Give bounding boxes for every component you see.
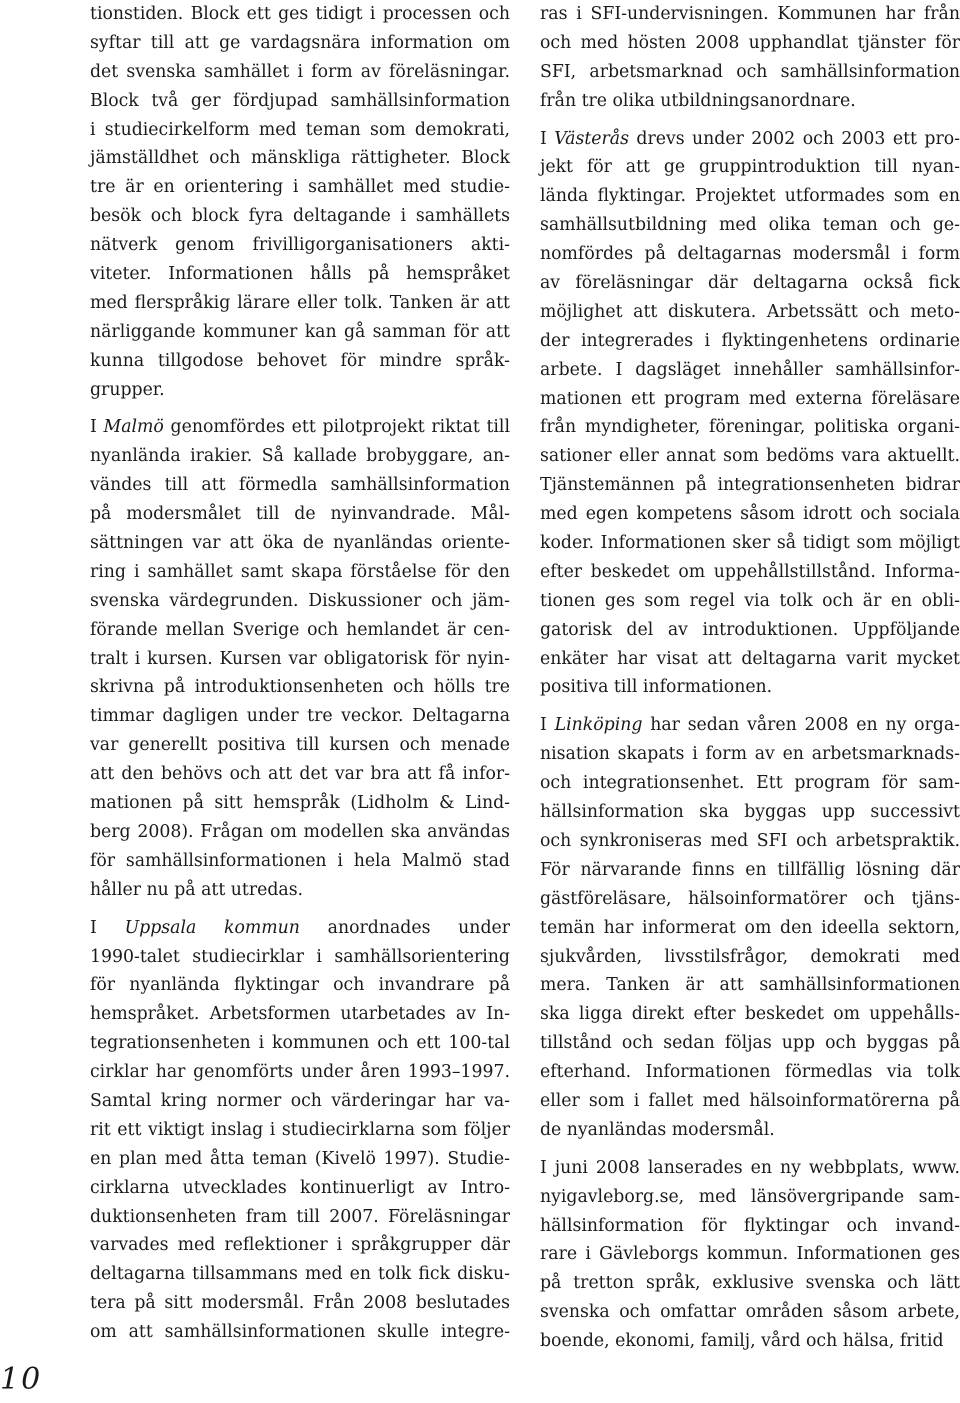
text-line: boende, ekonomi, familj, vård och hälsa, fritid [540,1331,944,1352]
text-line: tionstiden. Block ett ges tidigt i processen och [90,4,510,24]
text-line: Samtal kring normer och värderingar har va- [90,1090,510,1111]
text-line: om att samhällsinformationen skulle integre- [90,1322,510,1343]
text-line: lända flyktingar. Projektet utformades som en [540,186,960,207]
text-line: syftar till att ge vardagsnära information om [90,32,510,53]
text-line: I juni 2008 lanserades en ny webbplats, www. [540,1157,960,1178]
text-line: svenska och omfattar områden såsom arbete, [540,1302,960,1323]
text-line: en plan med åtta teman (Kivelö 1997). Studie- [90,1148,510,1169]
place-name: Västerås [554,128,629,149]
text-line: Tjänstemännen på integrationsenheten bidrar [540,475,960,496]
text-line: tre är en orientering i samhället med studie- [90,177,510,198]
paragraph-gap [540,702,960,711]
text-line: jämställdhet och mänskliga rättigheter. Block [90,148,510,169]
text-line: skrivna på introduktionsenheten och hölls tre [90,677,510,698]
text-line: de nyanländas modersmål. [540,1119,775,1140]
text-line: kunna tillgodose behovet för mindre språk- [90,350,510,371]
place-name: Malmö [103,417,164,438]
text-line: möjlighet att diskutera. Arbetssätt och meto- [540,301,960,322]
text-line: rare i Gävleborgs kommun. Informationen ges [540,1244,960,1265]
text-line: efterhand. Informationen förmedlas via tolk [540,1062,960,1083]
text-line: SFI, arbetsmarknad och samhällsinformation [540,61,960,82]
paragraph [90,914,510,1347]
paragraph [540,711,960,1144]
text-line: att den behövs och att det var bra att få infor- [90,764,510,785]
text-line: besök och block fyra deltagande i samhällets [90,206,510,227]
text-line: eller som i fallet med hälsoinformatörerna på [540,1090,960,1111]
text-line: ska ligga direkt efter beskedet om uppehålls- [540,1004,960,1025]
text-line: berg 2008). Frågan om modellen ska användas [90,821,510,842]
text-line: I Linköping har sedan våren 2008 en ny orga- [540,715,960,736]
text-line: cirklarna utvecklades kontinuerligt av Intro- [90,1177,510,1198]
text-line: gatorisk del av introduktionen. Uppföljande [540,619,960,640]
text-line: och integrationsenhet. Ett program för sam- [540,773,960,794]
paragraph [90,0,510,404]
text-line: arbete. I dagsläget innehåller samhällsinfor- [540,359,960,380]
text-line: I Västerås drevs under 2002 och 2003 ett pro- [540,128,960,149]
text-line: i studiecirkelform med teman som demokrati, [90,119,510,140]
text-line: av föreläsningar där deltagarna också fick [540,273,960,294]
text-line: der integrerades i flyktingenhetens ordinarie [540,330,960,351]
text-line: enkäter har visat att deltagarna varit mycket [540,648,960,669]
page-number: 10 [0,1362,43,1397]
text-line: cirklar har genomförts under åren 1993–1997. [90,1062,510,1083]
paragraph [540,0,960,116]
text-line: ring i samhället samt skapa förståelse för den [90,561,510,582]
text-line: efter beskedet om uppehållstillstånd. Informa- [540,561,960,582]
text-line: tralt i kursen. Kursen var obligatorisk för nyin- [90,648,510,669]
text-line: deltagarna tillsammans med en tolk fick disku- [90,1264,510,1285]
text-line: från myndigheter, föreningar, politiska organi- [540,417,960,438]
text-line: och synkroniseras med SFI och arbetspraktik. [540,830,960,851]
paragraph [90,413,510,904]
text-line: timmar dagligen under tre veckor. Deltagarna [90,706,510,727]
text-line: mera. Tanken är att samhällsinformationen [540,975,960,996]
text-line: det svenska samhället i form av föreläsningar. [90,61,510,82]
paragraph [540,125,960,703]
paragraph-gap [540,1145,960,1154]
paragraph-gap [90,404,510,413]
text-line: för nyanlända flyktingar och invandrare på [90,975,510,996]
text-line: tegrationsenheten i kommunen och ett 100-tal [90,1033,510,1054]
text-line: var generellt positiva till kursen och menade [90,735,510,756]
text-line: från tre olika utbildningsanordnare. [540,90,856,111]
text-line: För närvarande finns en tillfällig lösning där [540,859,960,880]
text-line: Block två ger fördjupad samhällsinformation [90,90,510,111]
text-line: på modersmålet till de nyinvandrade. Mål- [90,504,510,525]
text-line: samhällsutbildning med olika teman och ge- [540,215,960,236]
text-line: med egen kompetens såsom idrott och sociala [540,504,960,525]
text-line: hällsinformation ska byggas upp successivt [540,802,960,823]
text-line: på tretton språk, exklusive svenska och lätt [540,1273,960,1294]
text-line: förande mellan Sverige och hemlandet är cen- [90,619,510,640]
text-line: och med hösten 2008 upphandlat tjänster för [540,32,960,53]
text-line: jekt för att ge gruppintroduktion till nyan- [540,157,960,178]
text-line: närliggande kommuner kan gå samman för att [90,321,510,342]
text-line: mationen ett program med externa föreläsare [540,388,960,409]
text-line: sationer eller annat som bedöms vara aktuellt. [540,446,960,467]
text-line: 1990-talet studiecirklar i samhällsorientering [90,946,510,967]
left-text-column [90,0,510,1347]
text-line: hemspråket. Arbetsformen utarbetades av In- [90,1004,510,1025]
text-line: duktionsenheten fram till 2007. Föreläsningar [90,1206,510,1227]
text-line: gästföreläsare, hälsoinformatörer och tjäns- [540,888,960,909]
text-line: sjukvården, livsstilsfrågor, demokrati med [540,946,960,967]
text-line: rit ett viktigt inslag i studiecirklarna som följer [90,1119,510,1140]
text-line: I Uppsala kommun anordnades under [90,917,510,938]
text-line: nyanlända irakier. Så kallade brobyggare, an- [90,446,510,467]
paragraph-gap [540,116,960,125]
text-line: tillstånd och sedan följas upp och byggas på [540,1033,960,1054]
text-line: mationen på sitt hemspråk (Lidholm & Lind- [90,793,510,814]
paragraph-gap [90,905,510,914]
text-line: sättningen var att öka de nyanländas oriente- [90,533,510,554]
text-line: med flerspråkig lärare eller tolk. Tanken är att [90,292,510,313]
text-line: hällsinformation för flyktingar och invand- [540,1215,960,1236]
text-line: nätverk genom frivilligorganisationers akti- [90,235,510,256]
text-line: tera på sitt modersmål. Från 2008 beslutades [90,1293,510,1314]
text-line: vändes till att förmedla samhällsinformation [90,475,510,496]
text-line: nyigavleborg.se, med länsövergripande sam- [540,1186,960,1207]
text-line: tionen ges som regel via tolk och är en obli- [540,590,960,611]
paragraph [540,1154,960,1356]
text-line: nisation skapats i form av en arbetsmarknads- [540,744,960,765]
text-line: positiva till informationen. [540,677,773,698]
text-line: ras i SFI-undervisningen. Kommunen har från [540,4,960,24]
place-name: Uppsala kommun [124,917,300,938]
text-line: temän har informerat om den ideella sektorn, [540,917,960,938]
right-text-column [540,0,960,1356]
place-name: Linköping [554,715,643,736]
text-line: håller nu på att utredas. [90,879,304,900]
text-line: viteter. Informationen hålls på hemspråket [90,264,510,285]
text-line: I Malmö genomfördes ett pilotprojekt riktat till [90,417,510,438]
text-line: för samhällsinformationen i hela Malmö stad [90,850,510,871]
text-line: svenska värdegrunden. Diskussioner och jäm- [90,590,510,611]
text-line: nomfördes på deltagarnas modersmål i form [540,244,960,265]
text-line: grupper. [90,379,165,400]
text-line: varvades med reflektioner i språkgrupper där [90,1235,510,1256]
text-line: koder. Informationen sker så tidigt som möjligt [540,533,960,554]
